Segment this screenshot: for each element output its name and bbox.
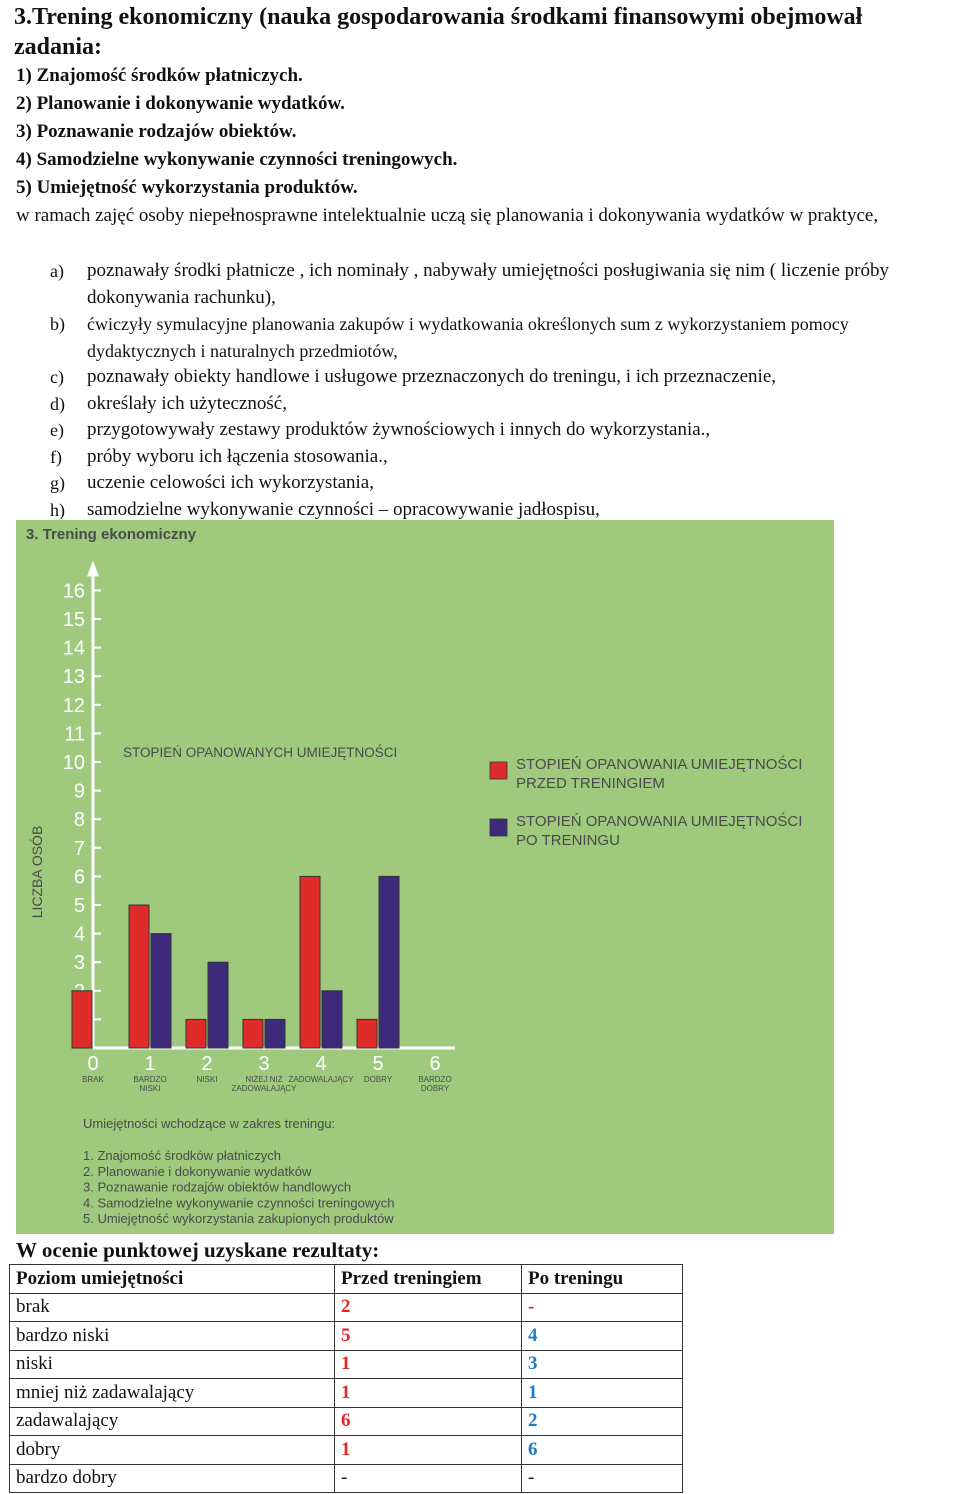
after-cell: 4 (522, 1322, 683, 1351)
x-sublabel: NISKI (196, 1075, 218, 1084)
chart-title: 3. Trening ekonomiczny (26, 526, 197, 543)
y-tick-label: 5 (73, 895, 85, 917)
activity-item (50, 417, 960, 444)
x-tick-label: 1 (144, 1053, 156, 1075)
activity-text: poznawały obiekty handlowe i usługowe przeznaczonych do treningu, i ich przeznaczenie, (87, 366, 777, 387)
activity-item (50, 444, 960, 471)
y-tick-label: 3 (73, 952, 85, 975)
y-tick-label: 13 (62, 666, 85, 689)
after-cell: 1 (522, 1379, 683, 1408)
chart-footer-item: 4. Samodzielne wykonywanie czynności treningowych (83, 1195, 395, 1211)
x-sublabel: BRAK (82, 1075, 104, 1084)
legend-label: STOPIEŃ OPANOWANIA UMIEJĘTNOŚCI (516, 813, 803, 830)
bar-before (72, 991, 92, 1048)
y-tick-label: 4 (73, 923, 85, 946)
y-tick-label: 10 (62, 752, 85, 774)
y-tick-label: 8 (73, 809, 85, 832)
after-cell: 6 (522, 1436, 683, 1465)
legend-label: PO TRENINGU (516, 832, 620, 849)
column-header: Po treningu (522, 1265, 683, 1294)
level-cell: bardzo dobry (10, 1464, 335, 1493)
activity-label: g) (50, 473, 65, 493)
bar-before (357, 1019, 377, 1048)
x-tick-label: 2 (201, 1053, 213, 1075)
table-header-row (10, 1265, 683, 1294)
chart-footer-item: 3. Poznawanie rodzajów obiektów handlowych (83, 1179, 352, 1195)
x-tick-label: 4 (315, 1053, 327, 1075)
x-tick-label: 5 (372, 1053, 384, 1075)
table-row (10, 1379, 683, 1408)
task-list (16, 62, 457, 202)
y-axis-label: LICZBA OSÓB (29, 825, 45, 919)
x-tick-label: 3 (258, 1053, 270, 1075)
activity-label: c) (50, 367, 64, 387)
activity-text: ćwiczyły symulacyjne planowania zakupów i wydatkowania określonych sum z wykorzystaniem pomocy dydaktycznych i naturalnych przedmiotów, (87, 314, 849, 361)
level-cell: bardzo niski (10, 1322, 335, 1351)
x-sublabel: ZADOWALAJĄCY (231, 1084, 297, 1093)
bar-before (300, 876, 320, 1048)
activity-list (50, 258, 960, 523)
task-item: 3) Poznawanie rodzajów obiektów. (16, 121, 297, 142)
after-cell: 2 (522, 1407, 683, 1436)
level-cell: zadawalający (10, 1407, 335, 1436)
activity-item (50, 258, 960, 311)
activity-label: d) (50, 393, 65, 414)
bar-before (243, 1019, 263, 1048)
x-sublabel: BARDZO (418, 1075, 452, 1084)
chart-footer-title: Umiejętności wchodzące w zakres treningu: (83, 1116, 336, 1131)
before-cell: - (335, 1464, 522, 1493)
before-cell: 1 (335, 1350, 522, 1379)
bar-after (379, 876, 399, 1048)
results-table (9, 1264, 683, 1493)
activity-label: e) (50, 420, 64, 440)
before-cell: 5 (335, 1322, 522, 1351)
activity-label: h) (50, 499, 65, 520)
activity-item (50, 364, 960, 391)
y-tick-label: 14 (62, 637, 85, 660)
activity-text: samodzielne wykonywanie czynności – opracowywanie jadłospisu, (87, 498, 600, 520)
activity-label: b) (50, 314, 65, 334)
level-cell: niski (10, 1350, 335, 1379)
task-item: 1) Znajomość środków płatniczych. (16, 65, 303, 86)
x-sublabel: NIŻEJ NIŻ (245, 1075, 283, 1084)
x-sublabel: BARDZO (133, 1075, 167, 1084)
table-row (10, 1436, 683, 1465)
x-sublabel: DOBRY (420, 1084, 450, 1093)
before-cell: 6 (335, 1407, 522, 1436)
chart-footer-item: 1. Znajomość środków płatniczych (83, 1148, 281, 1163)
activity-text: uczenie celowości ich wykorzystania, (87, 472, 374, 493)
activity-item (50, 311, 960, 364)
column-header: Poziom umiejętności (10, 1265, 335, 1294)
x-tick-label: 0 (87, 1053, 99, 1075)
x-sublabel: DOBRY (363, 1075, 393, 1084)
after-cell: 3 (522, 1350, 683, 1379)
legend-swatch (490, 819, 507, 836)
level-cell: dobry (10, 1436, 335, 1465)
table-row (10, 1293, 683, 1322)
bar-chart (16, 520, 834, 1234)
y-tick-label: 11 (64, 723, 85, 746)
activity-text: próby wyboru ich łączenia stosowania., (87, 445, 388, 467)
bar-before (186, 1019, 206, 1048)
y-tick-label: 16 (62, 580, 85, 603)
table-row (10, 1322, 683, 1351)
column-header: Przed treningiem (335, 1265, 522, 1294)
bar-after (322, 991, 342, 1048)
before-cell: 2 (335, 1293, 522, 1322)
chart-footer-item: 5. Umiejętność wykorzystania zakupionych produktów (83, 1211, 394, 1227)
task-item: 2) Planowanie i dokonywanie wydatków. (16, 93, 345, 114)
legend-label: PRZED TRENINGIEM (516, 775, 665, 792)
results-title: W ocenie punktowej uzyskane rezultaty: (16, 1238, 380, 1262)
y-tick-label: 7 (73, 837, 85, 860)
activity-item (50, 470, 960, 497)
table-row (10, 1464, 683, 1493)
task-item: 4) Samodzielne wykonywanie czynności treningowych. (16, 149, 458, 170)
x-tick-label: 6 (429, 1053, 441, 1075)
chart-subtitle: STOPIEŃ OPANOWANYCH UMIEJĘTNOŚCI (123, 745, 398, 760)
y-tick-label: 6 (73, 866, 85, 889)
x-sublabel: ZADOWALAJĄCY (288, 1075, 354, 1084)
section-heading: 3.Trening ekonomiczny (nauka gospodarowania środkami finansowymi obejmował zadania: (14, 4, 863, 60)
y-axis-arrow (87, 560, 99, 576)
legend-label: STOPIEŃ OPANOWANIA UMIEJĘTNOŚCI (516, 756, 803, 773)
before-cell: 1 (335, 1436, 522, 1465)
level-cell: brak (10, 1293, 335, 1322)
activity-text: poznawały środki płatnicze , ich nominały , nabywały umiejętności posługiwania się nim ( liczenie próby dokonywania rachunku), (87, 260, 890, 308)
y-tick-label: 15 (62, 609, 85, 631)
after-cell: - (522, 1293, 683, 1322)
bar-before (129, 905, 149, 1048)
activity-text: przygotowywały zestawy produktów żywnościowych i innych do wykorzystania., (87, 419, 711, 440)
chart-footer-item: 2. Planowanie i dokonywanie wydatków (83, 1163, 312, 1179)
table-row (10, 1407, 683, 1436)
table-row (10, 1350, 683, 1379)
activity-label: f) (50, 446, 62, 467)
activity-label: a) (50, 261, 64, 281)
level-cell: mniej niż zadawalający (10, 1379, 335, 1408)
intro-paragraph: w ramach zajęć osoby niepełnosprawne intelektualnie uczą się planowania i dokonywania wydatków w praktyce, (16, 205, 879, 226)
chart-panel (16, 520, 834, 1234)
after-cell: - (522, 1464, 683, 1493)
legend-swatch (490, 762, 507, 779)
bar-after (208, 962, 228, 1048)
activity-item (50, 391, 960, 418)
task-item: 5) Umiejętność wykorzystania produktów. (16, 177, 358, 198)
activity-text: określały ich użyteczność, (87, 392, 287, 414)
x-sublabel: NISKI (139, 1084, 161, 1093)
y-tick-label: 12 (62, 694, 85, 717)
before-cell: 1 (335, 1379, 522, 1408)
bar-after (151, 934, 171, 1048)
y-tick-label: 9 (73, 780, 85, 803)
bar-after (265, 1019, 285, 1048)
